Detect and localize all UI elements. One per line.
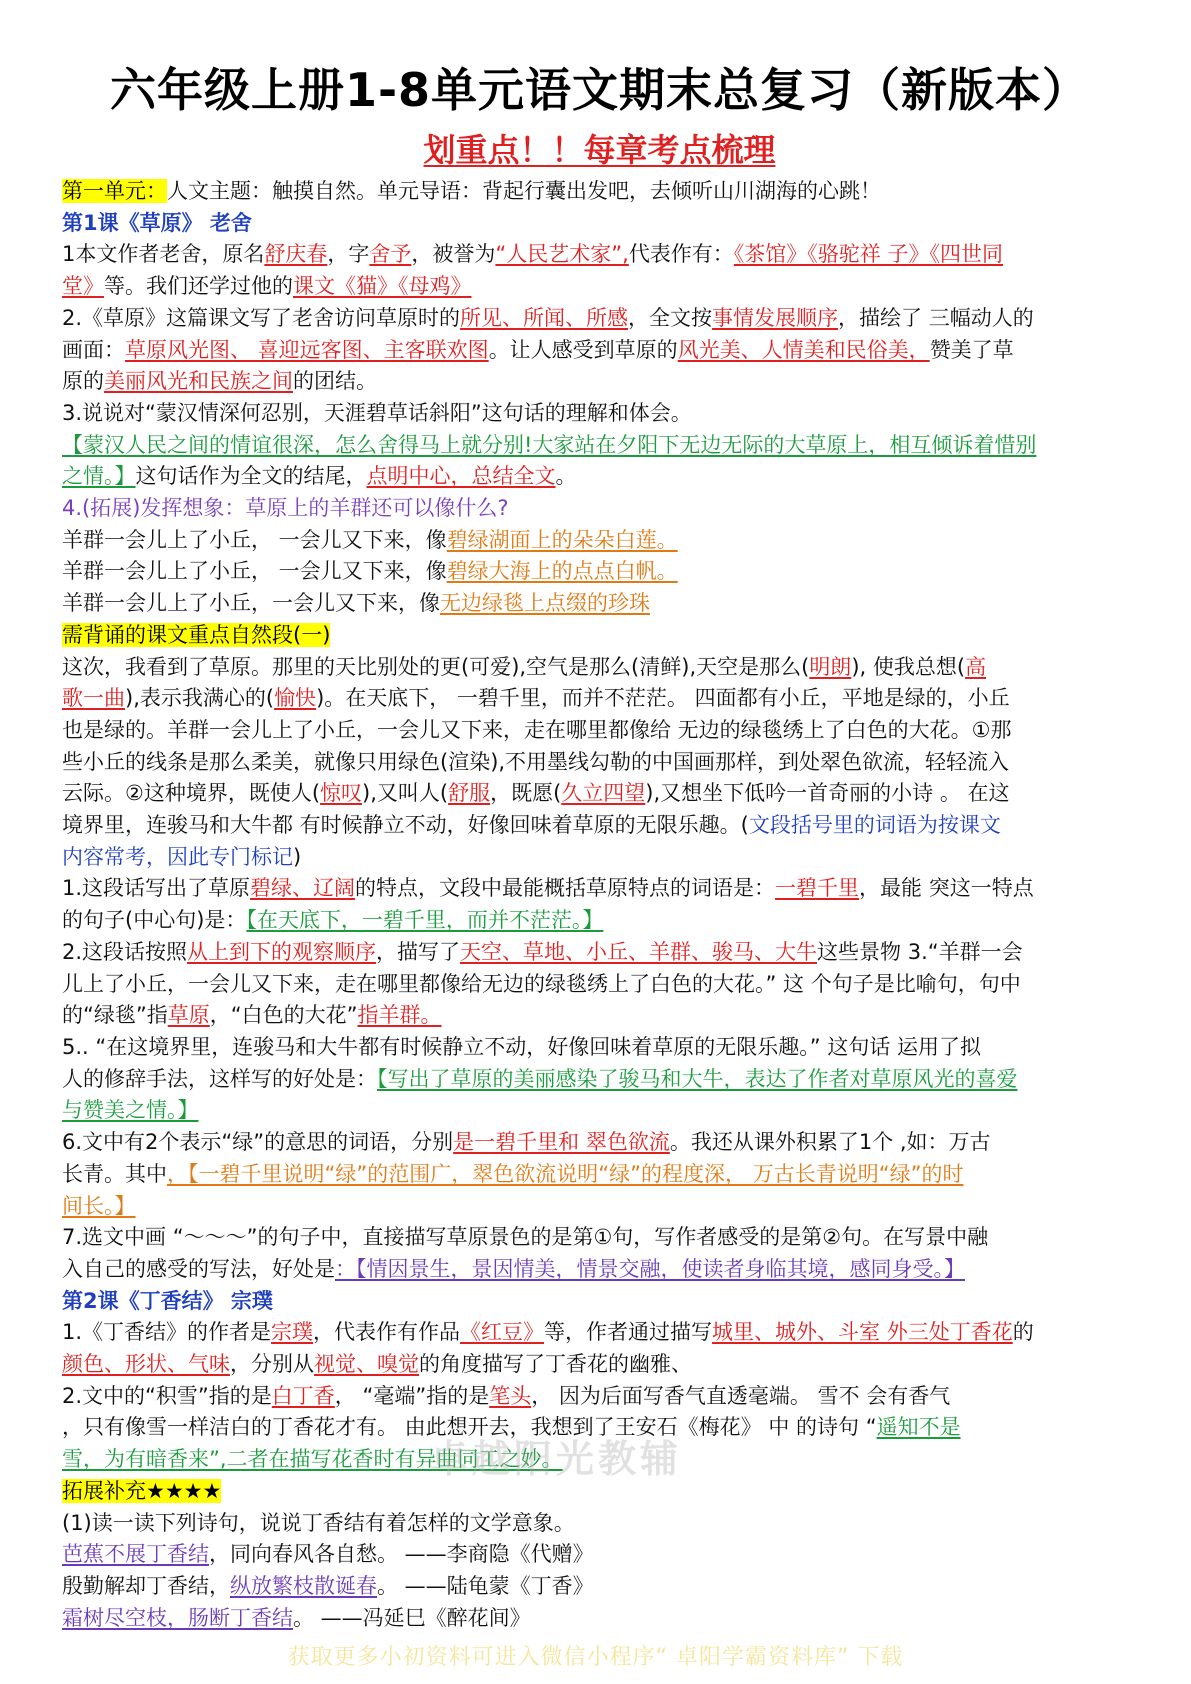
marked-text: 事情发展顺序 — [712, 305, 839, 330]
marked-text: 舒服 — [448, 781, 491, 806]
marked-text: 天空、草地、小丘、羊群、骏马、大牛 — [460, 939, 818, 964]
plain-text: ， 因为后面写香气直透毫端。 雪不 会有香气 — [531, 1383, 951, 1408]
marked-text: 风光美、人情美和民俗美， — [677, 337, 930, 362]
marked-text: 碧绿大海上的点点白帆。 — [446, 559, 678, 584]
marked-text: 视觉、嗅觉 — [314, 1352, 419, 1377]
marked-text: 需背诵的课文重点自然段(一) — [62, 622, 331, 647]
text-line — [62, 1095, 1137, 1127]
marked-text: “人民艺术家”, — [495, 242, 629, 267]
marked-text: 从上到下的观察顺序 — [187, 939, 377, 964]
marked-text: 愉快 — [274, 686, 317, 711]
text-line — [62, 1127, 1137, 1159]
footer-note: 获取更多小初资料可进入微信小程序“ 卓阳学霸资料库” 下载 — [287, 1645, 904, 1670]
text-line — [62, 620, 1137, 652]
text-line — [62, 1317, 1137, 1349]
text-line — [62, 1254, 1137, 1286]
plain-text: 的句子(中心句)是： — [62, 908, 247, 933]
marked-text: 是一碧千里和 翠色欲流 — [453, 1130, 670, 1155]
plain-text: ，描写了 — [376, 939, 461, 964]
text-line — [62, 842, 1137, 874]
plain-text: 人文主题：触摸自然。单元导语：背起行囊出发吧，去倾听山川湖海的心跳！ — [167, 179, 881, 203]
plain-text: 6.文中有2个表示“绿”的意思的词语，分别 — [62, 1130, 454, 1155]
plain-text: ，描绘了 三幅动人的 — [838, 305, 1034, 330]
marked-text: 笔头 — [489, 1383, 532, 1408]
watermark: 卓越阳光教辅 — [430, 1437, 683, 1481]
marked-text: 碧绿湖面上的朵朵白莲。 — [446, 527, 678, 552]
text-line — [62, 810, 1137, 842]
marked-text: 所见、所闻、所感 — [460, 305, 629, 330]
marked-text: 高 — [965, 654, 987, 679]
marked-text: 4.(拓展)发挥想象：草原上的羊群还可以像什么? — [62, 496, 509, 521]
marked-text: 城里、城外、斗室 外三处丁香花 — [712, 1320, 1013, 1345]
text-line — [62, 1000, 1137, 1032]
plain-text: ，字 — [327, 242, 370, 267]
text-line — [62, 556, 1137, 588]
plain-text: 羊群一会儿上了小丘， 一会儿又下来，像 — [62, 527, 447, 552]
text-line — [62, 208, 1137, 240]
marked-text: 雪，为有暗香来”,二者在描写花香时有异曲同工之妙。 — [62, 1447, 563, 1472]
plain-text: 也是绿的。羊群一会儿上了小丘，一会儿又下来，走在哪里都像给 无边的绿毯绣上了白色的大花。①那 — [62, 717, 1012, 742]
text-line — [62, 1603, 1137, 1635]
marked-text: 间长。】 — [62, 1193, 136, 1218]
marked-text: 白丁香 — [271, 1383, 335, 1408]
plain-text: ),又想坐下低吟一首奇丽的小诗 。 在这 — [645, 781, 1010, 806]
plain-text: ),表示我满心的( — [125, 686, 275, 711]
text-line — [62, 747, 1137, 779]
marked-text: 遥知不是 — [876, 1415, 961, 1440]
plain-text: )。在天底下， 一碧千里，而并不茫茫。 四面都有小丘，平地是绿的，小丘 — [316, 686, 1010, 711]
plain-text: ，只有像雪一样洁白的丁香花才有。 由此想开去，我想到了王安石《梅花》 中 的诗句 “ — [62, 1415, 877, 1440]
plain-text: 2.文中的“积雪”指的是 — [62, 1383, 272, 1408]
plain-text: 。我还从课外积累了1个 ,如：万古 — [669, 1130, 991, 1155]
plain-text: 云际。②这种境界，既使人( — [62, 781, 321, 806]
body-text — [62, 176, 1137, 1634]
marked-text: 美丽风光和民族之间 — [104, 369, 293, 394]
text-line — [62, 652, 1137, 684]
plain-text: ，最能 突这一特点 — [859, 876, 1034, 901]
plain-text: 。 ——陆龟蒙《丁香》 — [377, 1573, 594, 1598]
plain-text: 2.这段话按照 — [62, 939, 188, 964]
text-line — [62, 398, 1137, 430]
plain-text: 画面： — [62, 337, 125, 362]
plain-text: 儿上了小丘，一会儿又下来，走在哪里都像给无边的绿毯绣上了白色的大花。” 这 个句子是比喻句，句中 — [62, 971, 1021, 996]
page-title: 六年级上册1-8单元语文期末总复习（新版本） — [109, 63, 1090, 117]
plain-text: 些小丘的线条是那么柔美，就像只用绿色(渲染),不用墨线勾勒的中国画那样，到处翠色欲流，轻轻流入 — [62, 749, 1010, 774]
marked-text: 惊叹 — [320, 781, 363, 806]
text-line — [62, 335, 1137, 367]
marked-text: 舒庆春 — [264, 242, 328, 267]
text-line — [62, 1349, 1137, 1381]
text-line — [62, 176, 1137, 208]
marked-text: 文段括号里的词语为按课文 — [748, 813, 1001, 838]
plain-text: ，既愿( — [490, 781, 562, 806]
plain-text: 7.选文中画 “～～～”的句子中，直接描写草原景色的是第①句，写作者感受的是第②句。在写景中融 — [62, 1225, 989, 1250]
text-line — [62, 1159, 1137, 1191]
plain-text: ，代表作有作品 — [313, 1320, 461, 1345]
plain-text: 等。我们还学过他的 — [104, 274, 293, 299]
text-line — [62, 1381, 1137, 1413]
plain-text: 羊群一会儿上了小丘，一会儿又下来，像 — [62, 591, 440, 616]
text-line — [62, 303, 1137, 335]
marked-text: 第一单元： — [62, 179, 167, 203]
marked-text: 草原风光图、 喜迎远客图、主客联欢图 — [125, 337, 489, 362]
marked-text: 久立四望 — [561, 781, 646, 806]
plain-text: ) — [293, 844, 302, 869]
text-line — [62, 239, 1137, 271]
text-line — [62, 873, 1137, 905]
document-page — [62, 60, 1137, 1634]
plain-text: 1本文作者老舍，原名 — [62, 242, 265, 267]
plain-text: 人的修辞手法，这样写的好处是： — [62, 1066, 377, 1091]
text-line — [62, 271, 1137, 303]
marked-text: 堂》 — [62, 274, 104, 299]
marked-text: 点明中心，总结全文 — [366, 464, 556, 489]
plain-text: 的角度描写了丁香花的幽雅、 — [419, 1352, 692, 1377]
plain-text: 长青。其中 — [62, 1161, 167, 1186]
plain-text: 这次，我看到了草原。那里的天比别处的更(可爱),空气是那么(清鲜),天空是那么( — [62, 654, 810, 679]
text-line — [62, 1222, 1137, 1254]
plain-text: 羊群一会儿上了小丘， 一会儿又下来，像 — [62, 559, 447, 584]
plain-text: 殷勤解却丁香结， — [62, 1573, 230, 1598]
text-line — [62, 937, 1137, 969]
marked-text: 【在天底下，一碧千里，而并不茫茫。】 — [246, 908, 604, 933]
plain-text: ，被誉为 — [411, 242, 496, 267]
plain-text: ，同向春风各自愁。 ——李商隐《代赠》 — [209, 1542, 594, 1567]
plain-text: 的团结。 — [293, 369, 377, 394]
plain-text: 的 — [1012, 1320, 1034, 1345]
marked-text: 草原 — [167, 1003, 210, 1028]
marked-text: 纵放繁枝散诞春 — [230, 1573, 377, 1598]
plain-text: 赞美了草 — [929, 337, 1014, 362]
plain-text: 这些景物 3.“羊群一会 — [817, 939, 1023, 964]
plain-text: 的“绿毯”指 — [62, 1003, 168, 1028]
text-line — [62, 1286, 1137, 1318]
plain-text: 原的 — [62, 369, 104, 394]
marked-text: 舍予 — [369, 242, 412, 267]
plain-text: 。让人感受到草原的 — [488, 337, 678, 362]
marked-text: 霜树尽空枝，肠断丁香结 — [62, 1605, 293, 1630]
marked-text: ，【一碧千里说明“绿”的范围广，翠色欲流说明“绿”的程度深， 万古长青说明“绿”的时 — [167, 1161, 964, 1186]
marked-text: 芭蕉不展丁香结 — [62, 1542, 209, 1567]
text-line — [62, 366, 1137, 398]
plain-text: 的特点，文段中最能概括草原特点的词语是： — [355, 876, 776, 901]
text-line — [62, 905, 1137, 937]
marked-text: 一碧千里 — [775, 876, 860, 901]
plain-text: 1.这段话写出了草原 — [62, 876, 251, 901]
plain-text: 这句话作为全文的结尾， — [135, 464, 367, 489]
plain-text: ，“白色的大花” — [209, 1003, 358, 1028]
plain-text: 境界里，连骏马和大牛都 有时候静立不动，好像回味着草原的无限乐趣。( — [62, 813, 749, 838]
plain-text: 。 ——冯延巳《醉花间》 — [293, 1605, 531, 1630]
marked-text: 之情。】 — [62, 464, 136, 489]
text-line — [62, 1571, 1137, 1603]
text-line — [62, 493, 1137, 525]
text-line — [62, 1032, 1137, 1064]
subtitle-wrap — [62, 128, 1137, 172]
marked-text: 《茶馆》《骆驼祥 子》《四世同 — [733, 242, 1003, 267]
plain-text: 。 — [555, 464, 577, 489]
marked-text: ：【情因景生，景因情美，情景交融，使读者身临其境，感同身受。】 — [335, 1256, 965, 1281]
marked-text: 课文《猫》《母鸡》 — [293, 274, 472, 299]
text-line — [62, 525, 1137, 557]
marked-text: 宗璞 — [271, 1320, 314, 1345]
plain-text: ，分别从 — [230, 1352, 314, 1377]
marked-text: 碧绿、辽阔 — [250, 876, 356, 901]
plain-text: ),又叫人( — [362, 781, 449, 806]
text-line — [62, 1539, 1137, 1571]
marked-text: 内容常考，因此专门标记 — [62, 844, 293, 869]
plain-text: 5.. “在这境界里，连骏马和大牛都有时候静立不动，好像回味着草原的无限乐趣。” 这句话 运用了拟 — [62, 1034, 981, 1059]
text-line — [62, 461, 1137, 493]
marked-text: 指羊群。 — [357, 1003, 442, 1028]
marked-text: 【蒙汉人民之间的情谊很深，怎么舍得马上就分别!大家站在夕阳下无边无际的大草原上，相互倾诉着惜别 — [62, 432, 1037, 457]
marked-text: 歌一曲 — [62, 686, 125, 711]
marked-text: 【写出了草原的美丽感染了骏马和大牛，表达了作者对草原风光的喜爱 — [377, 1066, 1018, 1091]
plain-text: 代表作有： — [628, 242, 734, 267]
text-line — [62, 1064, 1137, 1096]
marked-text: 颜色、形状、气味 — [62, 1352, 230, 1377]
text-line — [62, 715, 1137, 747]
page-subtitle: 划重点！！每章考点梳理 — [423, 131, 776, 169]
text-line — [62, 588, 1137, 620]
plain-text: ，全文按 — [628, 305, 713, 330]
marked-text: 明朗 — [809, 654, 852, 679]
text-line — [62, 1191, 1137, 1223]
plain-text: (1)读一读下列诗句，说说丁香结有着怎样的文学意象。 — [62, 1510, 575, 1535]
text-line — [62, 683, 1137, 715]
plain-text: ), 使我总想( — [851, 654, 966, 679]
text-line — [62, 778, 1137, 810]
plain-text: ， “毫端”指的是 — [334, 1383, 490, 1408]
marked-text: 与赞美之情。】 — [62, 1098, 199, 1123]
text-line — [62, 969, 1137, 1001]
marked-text: 第1课《草原》 老舍 — [62, 210, 252, 235]
marked-text: 无边绿毯上点缀的珍珠 — [440, 591, 650, 616]
plain-text: 3.说说对“蒙汉情深何忍别，天涯碧草话斜阳”这句话的理解和体会。 — [62, 400, 692, 425]
marked-text: 《红豆》 — [460, 1320, 545, 1345]
marked-text: 拓展补充★★★★ — [62, 1478, 222, 1503]
text-line — [62, 1508, 1137, 1540]
plain-text: 入自己的感受的写法，好处是 — [62, 1256, 335, 1281]
plain-text: 等，作者通过描写 — [544, 1320, 713, 1345]
plain-text: 1.《丁香结》的作者是 — [62, 1320, 272, 1345]
plain-text: 2.《草原》这篇课文写了老舍访问草原时的 — [62, 305, 461, 330]
text-line — [62, 430, 1137, 462]
marked-text: 第2课《丁香结》 宗璞 — [62, 1288, 273, 1313]
